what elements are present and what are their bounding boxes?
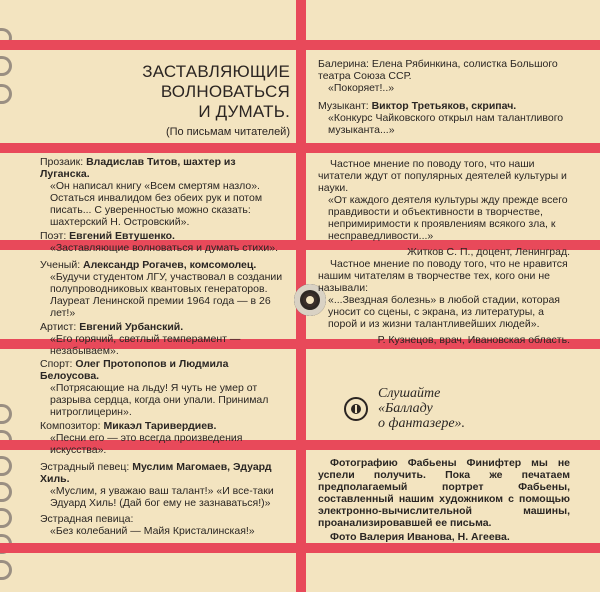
reader-quote: «Он написал книгу «Всем смертям назло». Остаться инвалидом без обеих рук и потом писать... С уверенностью можно сказать: шахтерский Н. Островский». xyxy=(50,180,263,228)
reader-signature: Житков С. П., доцент, Ленинград. xyxy=(407,246,570,258)
person-name: Елена Рябинкина, солистка Большого театра Союза ССР. xyxy=(318,58,558,82)
person-name: Евгений Урбанский. xyxy=(79,321,184,333)
callout-line: о фантазере». xyxy=(378,416,466,431)
binding-ring xyxy=(0,56,12,76)
reader-signature: Р. Кузнецов, врач, Ивановская область. xyxy=(377,334,570,346)
reader-opinion-expectations xyxy=(318,158,570,258)
role-label: Музыкант: xyxy=(318,100,369,112)
role-label: Композитор: xyxy=(40,420,101,432)
opinion-lead: Частное мнение по поводу того, что не нравится нашим читателям в творчестве тех, кого они не называли: xyxy=(318,258,568,294)
photo-note-text: Фотографию Фабьены Финифтер мы не успели получить. Пока же печатаем предполагаемый портрет Фабьены, составленный нашим художником с помощью электронно-вычислительной машины, проанализировавшей ее письма. xyxy=(318,457,570,529)
letter-block-science xyxy=(40,259,284,357)
reader-quote: «Заставляющие волноваться и думать стихи». xyxy=(50,242,278,254)
record-track-icon xyxy=(344,397,368,421)
reader-quote: «Будучи студентом ЛГУ, участвовал в создании полупроводниковых квантовых генераторов. Лауреат Ленинской премии 1964 года — в 26 лет!» xyxy=(50,271,283,319)
reader-quote: «Покоряет!..» xyxy=(328,82,395,94)
person-name: Виктор Третьяков, скрипач. xyxy=(371,100,517,112)
subtitle: (По письмам читателей) xyxy=(165,126,290,138)
photo-note xyxy=(318,457,570,543)
role-label: Эстрадная певица: xyxy=(40,513,134,525)
person-name: Микаэл Таривердиев. xyxy=(103,420,217,432)
letter-block-ballet xyxy=(318,58,570,136)
listen-ballad-callout xyxy=(344,386,465,431)
reader-quote: «Песни его — это всегда произведения искусства». xyxy=(50,432,243,456)
binding-ring xyxy=(0,456,12,476)
reader-quote: «Его горячий, светлый темперамент — незабываем». xyxy=(50,333,241,357)
letter-block-pop xyxy=(40,461,284,537)
letter-block-writers xyxy=(40,156,284,254)
reader-quote: «Конкурс Чайковского открыл нам талантливого музыканта...» xyxy=(328,112,564,136)
person-name: Олег Протопопов и Людмила Белоусова. xyxy=(40,358,229,382)
spiral-binding xyxy=(0,0,14,592)
role-label: Ученый: xyxy=(40,259,81,271)
role-label: Балерина: xyxy=(318,58,369,70)
binding-ring xyxy=(0,404,12,424)
binding-ring xyxy=(0,482,12,502)
role-label: Прозаик: xyxy=(40,156,84,168)
title-line: ЗАСТАВЛЯЮЩИЕ xyxy=(142,62,290,81)
role-label: Эстрадный певец: xyxy=(40,461,130,473)
person-name: Евгений Евтушенко. xyxy=(69,230,175,242)
person-name: Муслим Магомаев, Эдуард Хиль. xyxy=(40,461,272,485)
callout-line: Слушайте xyxy=(378,386,441,401)
callout-line: «Балладу xyxy=(378,401,433,416)
role-label: Поэт: xyxy=(40,230,67,242)
binding-ring xyxy=(0,84,12,104)
photo-credit: Фото Валерия Иванова, Н. Агеева. xyxy=(330,531,510,543)
role-label: Спорт: xyxy=(40,358,73,370)
reader-quote: «Без колебаний — Майя Кристалинская!» xyxy=(50,525,255,537)
reader-quote: «Потрясающие на льду! Я чуть не умер от разрыва сердца, когда они упали. Принимал нитроглицерин». xyxy=(50,382,269,418)
letter-block-sport xyxy=(40,358,284,456)
reader-quote: «Муслим, я уважаю ваш талант!» «И все-таки Эдуард Хиль! (Дай бог ему не зазнаваться!)» xyxy=(50,485,274,509)
reader-opinion-dislikes xyxy=(318,258,570,346)
role-label: Артист: xyxy=(40,321,77,333)
binding-ring xyxy=(0,560,12,580)
reader-quote: «От каждого деятеля культуры жду прежде всего правдивости и объективности в творчестве, непримиримости к проявлениям всякого зла, к несправедливости...» xyxy=(328,194,568,242)
person-name: Владислав Титов, шахтер из Луганска. xyxy=(40,156,236,180)
person-name: Александр Рогачев, комсомолец. xyxy=(83,259,257,271)
title-line: ВОЛНОВАТЬСЯ xyxy=(160,82,290,101)
title-line: И ДУМАТЬ. xyxy=(198,102,290,121)
reader-quote: «...Звездная болезнь» в любой стадии, которая уносит со сцены, с экрана, из литературы, а порой и из жизни талантливейших людей». xyxy=(328,294,560,330)
binding-ring xyxy=(0,508,12,528)
opinion-lead: Частное мнение по поводу того, что наши читатели ждут от популярных деятелей культуры и науки. xyxy=(318,158,567,194)
page-title xyxy=(140,62,290,138)
